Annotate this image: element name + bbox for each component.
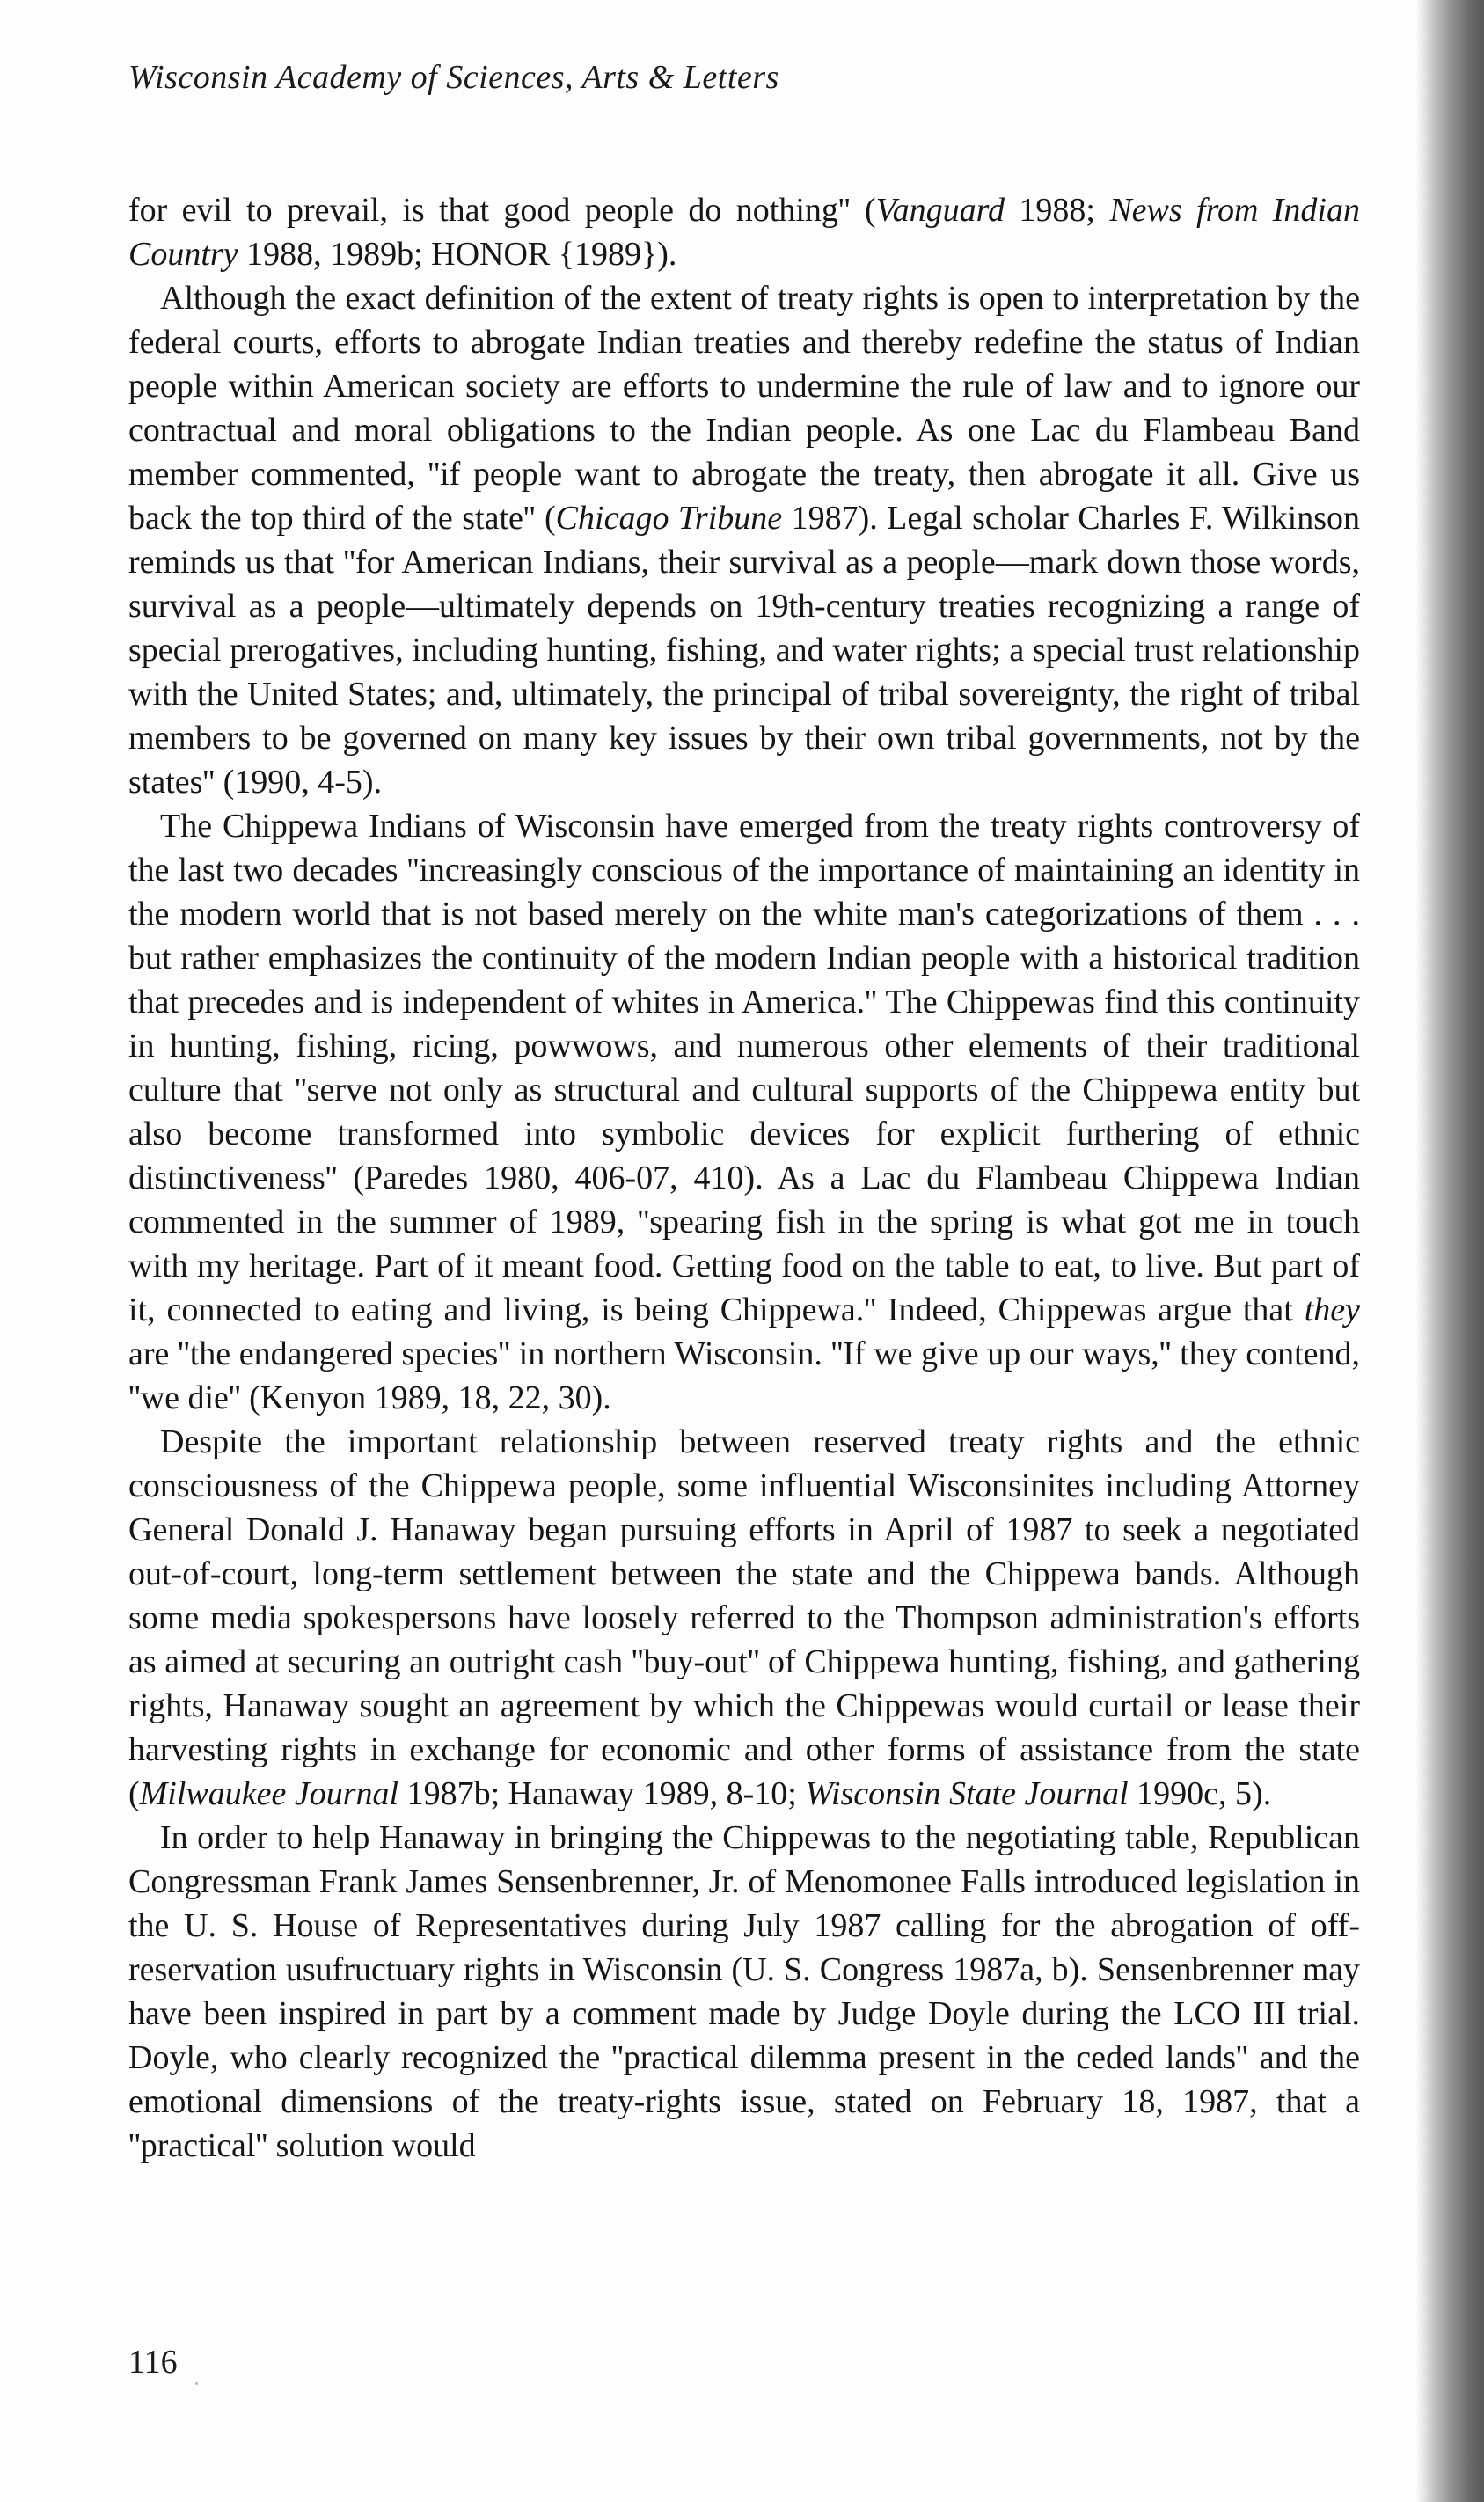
citation-title: Milwaukee Journal bbox=[139, 1775, 399, 1812]
scan-binding-shadow bbox=[1415, 0, 1484, 2502]
page-number: 116 bbox=[128, 2344, 178, 2381]
text-segment: Despite the important relationship between reserved treaty rights and the ethnic consciousness of the Chippewa people, some influential Wisconsinites including Attorney General Donald J. Hanaway began pursuing efforts in April of 1987 to seek a negotiated out-of-court, long-term settlement between the state and the Chippewa bands. Although some media spokespersons have loosely referred to the Thompson administration's efforts as aimed at securing an outright cash ''buy-out'' of Chippewa hunting, fishing, and gathering rights, Hanaway sought an agreement by which the Chippewas would curtail or lease their harvesting rights in exchange for economic and other forms of assistance from the state ( bbox=[128, 1423, 1360, 1812]
text-segment: In order to help Hanaway in bringing the Chippewas to the negotiating table, Republican Congressman Frank James Sensenbrenner, Jr. of Menomonee Falls introduced legislation in the U. S. House of Representatives during July 1987 calling for the abrogation of off-reservation usufructuary rights in Wisconsin (U. S. Congress 1987a, b). Sensenbrenner may have been inspired in part by a comment made by Judge Doyle during the LCO III trial. Doyle, who clearly recognized the ''practical dilemma present in the ceded lands'' and the emotional dimensions of the treaty-rights issue, stated on February 18, 1987, that a ''practical'' solution would bbox=[128, 1819, 1360, 2164]
paragraph-3 bbox=[128, 804, 1360, 1420]
text-segment: Although the exact definition of the extent of treaty rights is open to interpretation by the federal courts, efforts to abrogate Indian treaties and thereby redefine the status of Indian people within American society are efforts to undermine the rule of law and to ignore our contractual and moral obligations to the Indian people. As one Lac du Flambeau Band member commented, ''if people want to abrogate the treaty, then abrogate it all. Give us back the top third of the state'' ( bbox=[128, 280, 1360, 537]
text-segment: are ''the endangered species'' in northern Wisconsin. ''If we give up our ways,'' they contend, ''we die'' (Kenyon 1989, 18, 22, 30). bbox=[128, 1335, 1360, 1416]
text-segment: 1988, 1989b; HONOR {1989}). bbox=[238, 236, 677, 273]
citation-title: Wisconsin State Journal bbox=[805, 1775, 1129, 1812]
text-segment: for evil to prevail, is that good people do nothing'' ( bbox=[128, 192, 876, 229]
text-segment: 1987b; Hanaway 1989, 8-10; bbox=[398, 1775, 806, 1812]
citation-title: Vanguard bbox=[875, 192, 1005, 229]
text-segment: 1990c, 5). bbox=[1128, 1775, 1272, 1812]
citation-title: News from Indian Country bbox=[128, 192, 1360, 273]
paragraph-1 bbox=[128, 188, 1360, 276]
body-text bbox=[128, 188, 1360, 2168]
emphasis: they bbox=[1304, 1291, 1360, 1328]
running-header: Wisconsin Academy of Sciences, Arts & Letters bbox=[128, 59, 779, 96]
citation-title: Chicago Tribune bbox=[555, 500, 783, 537]
scan-speck bbox=[195, 2382, 198, 2385]
paragraph-5 bbox=[128, 1816, 1360, 2168]
paragraph-2 bbox=[128, 276, 1360, 804]
text-segment: 1988; bbox=[1005, 192, 1110, 229]
text-segment: The Chippewa Indians of Wisconsin have emerged from the treaty rights controversy of the last two decades ''increasingly conscious of the importance of maintaining an identity in the modern world that is not based merely on the white man's categorizations of them . . . but rather emphasizes the continuity of the modern Indian people with a historical tradition that precedes and is independent of whites in America.'' The Chippewas find this continuity in hunting, fishing, ricing, powwows, and numerous other elements of their traditional culture that ''serve not only as structural and cultural supports of the Chippewa entity but also become transformed into symbolic devices for explicit furthering of ethnic distinctiveness'' (Paredes 1980, 406-07, 410). As a Lac du Flambeau Chippewa Indian commented in the summer of 1989, ''spearing fish in the spring is what got me in touch with my heritage. Part of it meant food. Getting food on the table to eat, to live. But part of it, connected to eating and living, is being Chippewa.'' Indeed, Chippewas argue that bbox=[128, 808, 1360, 1328]
paragraph-4 bbox=[128, 1420, 1360, 1816]
text-segment: 1987). Legal scholar Charles F. Wilkinson reminds us that ''for American Indians, their survival as a people—mark down those words, survival as a people—ultimately depends on 19th-century treaties recognizing a range of special prerogatives, including hunting, fishing, and water rights; a special trust relationship with the United States; and, ultimately, the principal of tribal sovereignty, the right of tribal members to be governed on many key issues by their own tribal governments, not by the states'' (1990, 4-5). bbox=[128, 500, 1360, 801]
